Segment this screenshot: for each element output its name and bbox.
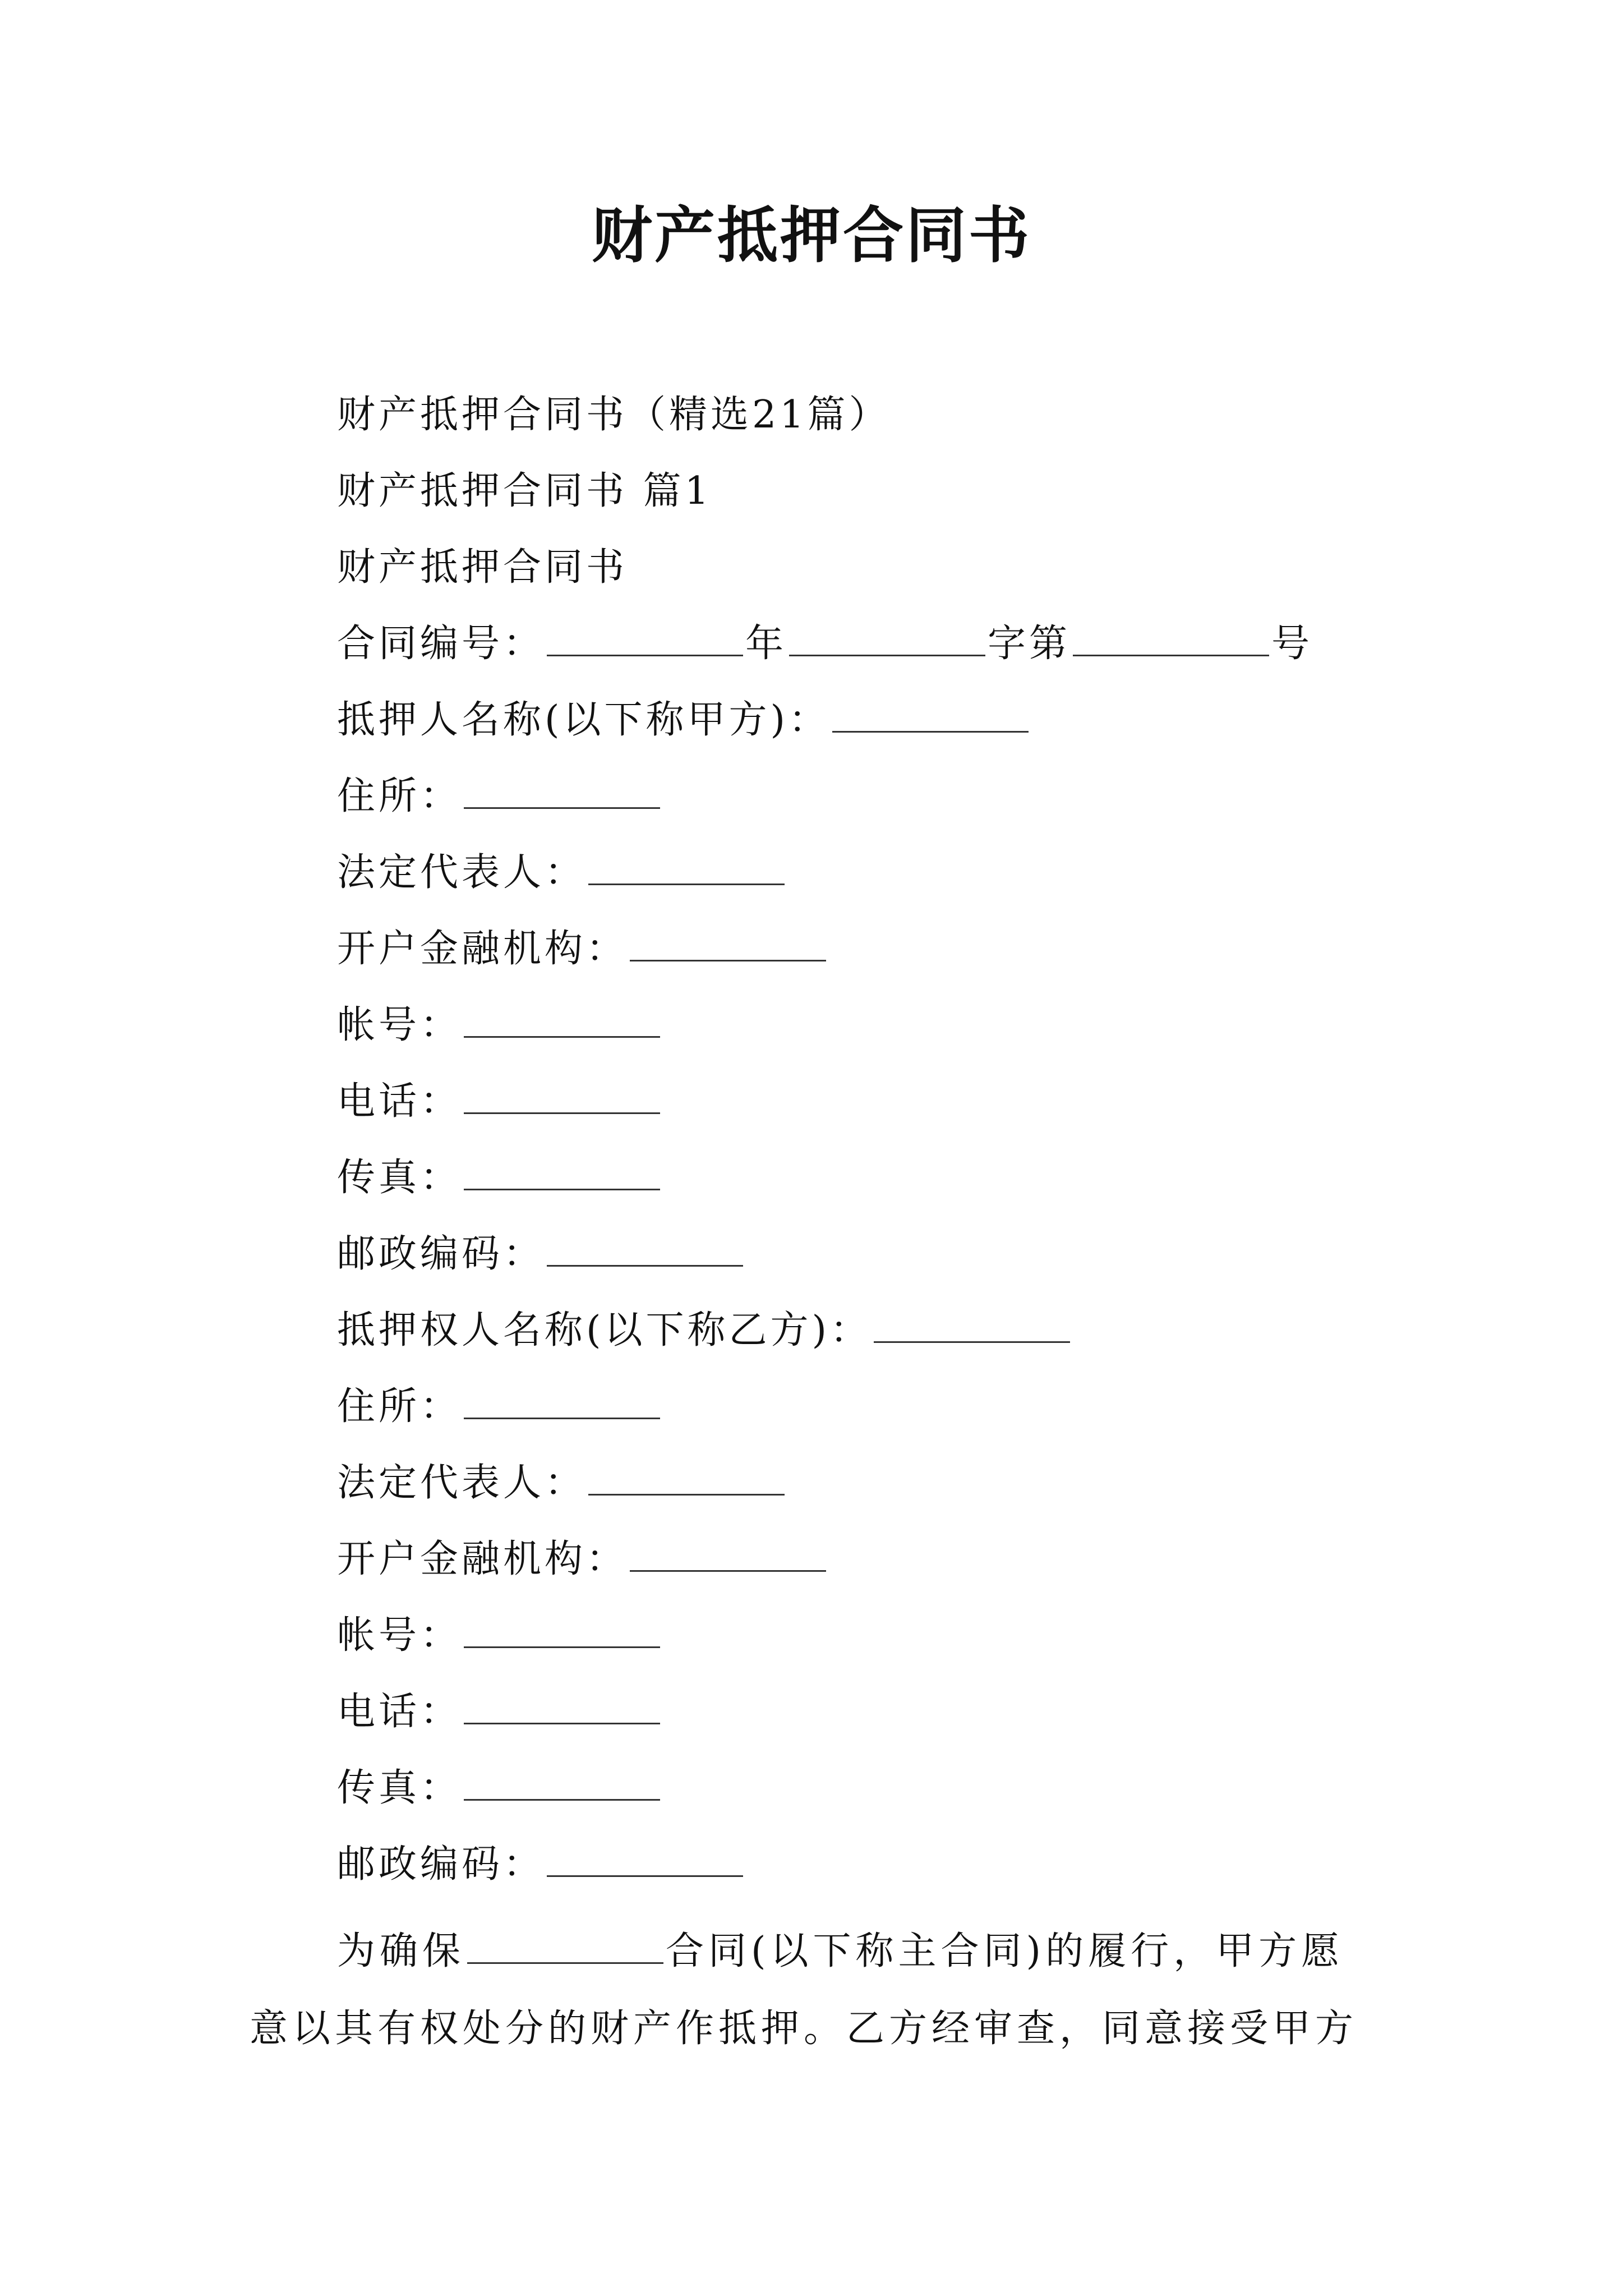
party-a-fax-label: 传真： bbox=[337, 1156, 462, 1200]
party-b-account-blank bbox=[464, 1644, 660, 1648]
party-b-name-label: 抵押权人名称(以下称乙方)： bbox=[337, 1308, 872, 1352]
contract-number-line bbox=[337, 616, 1313, 672]
party-a-bank-line bbox=[337, 921, 828, 977]
party-b-name-blank bbox=[874, 1339, 1070, 1343]
party-b-account-label: 帐号： bbox=[337, 1613, 462, 1658]
body-paragraph bbox=[250, 1913, 1382, 2068]
party-a-postcode-blank bbox=[547, 1263, 743, 1267]
contract-year-label: 年 bbox=[745, 622, 787, 666]
contract-number-blank-2 bbox=[789, 652, 985, 656]
party-b-address-label: 住所： bbox=[337, 1384, 462, 1429]
party-a-address-label: 住所： bbox=[337, 774, 462, 818]
body-part-2: 合同(以下称主合同)的履行，甲方愿意以其有权处分的财产作抵押。乙方经审查，同意接受甲方 bbox=[250, 1929, 1358, 2051]
party-a-address-blank bbox=[464, 805, 660, 809]
party-b-fax-label: 传真： bbox=[337, 1766, 462, 1810]
party-b-rep-label: 法定代表人： bbox=[337, 1461, 587, 1505]
party-a-account-blank bbox=[464, 1034, 660, 1038]
party-b-bank-blank bbox=[630, 1568, 826, 1572]
party-b-postcode-blank bbox=[547, 1873, 743, 1877]
party-a-phone-blank bbox=[464, 1110, 660, 1114]
party-a-bank-blank bbox=[630, 958, 826, 961]
party-a-name-blank bbox=[832, 729, 1029, 733]
party-b-rep-line bbox=[337, 1455, 787, 1511]
party-b-postcode-label: 邮政编码： bbox=[337, 1842, 545, 1887]
section-heading: 财产抵押合同书 篇1 bbox=[337, 469, 712, 513]
contract-hao-label: 号 bbox=[1271, 622, 1313, 666]
document-title: 财产抵押合同书 bbox=[591, 200, 1031, 271]
party-b-postcode-line bbox=[337, 1837, 745, 1893]
contract-number-blank-1 bbox=[547, 652, 743, 656]
party-b-address-line bbox=[337, 1379, 662, 1435]
contract-zidi-label: 字第 bbox=[988, 622, 1071, 666]
party-a-fax-blank bbox=[464, 1186, 660, 1190]
party-b-fax-line bbox=[337, 1760, 662, 1816]
party-b-phone-line bbox=[337, 1684, 662, 1740]
party-b-phone-blank bbox=[464, 1720, 660, 1724]
party-b-address-blank bbox=[464, 1415, 660, 1419]
party-b-name-line bbox=[337, 1303, 1072, 1359]
party-a-name-line bbox=[337, 692, 1031, 748]
party-a-phone-line bbox=[337, 1074, 662, 1130]
main-contract-blank bbox=[467, 1960, 663, 1964]
party-a-name-label: 抵押人名称(以下称甲方)： bbox=[337, 698, 831, 742]
doc-heading: 财产抵押合同书 bbox=[337, 545, 628, 590]
party-b-phone-label: 电话： bbox=[337, 1690, 462, 1734]
party-a-rep-line bbox=[337, 845, 787, 901]
party-a-address-line bbox=[337, 769, 662, 825]
party-b-fax-blank bbox=[464, 1797, 660, 1801]
party-a-bank-label: 开户金融机构： bbox=[337, 927, 628, 971]
party-a-fax-line bbox=[337, 1150, 662, 1206]
subtitle: 财产抵押合同书（精选21篇） bbox=[337, 393, 891, 437]
party-a-phone-label: 电话： bbox=[337, 1079, 462, 1124]
party-a-postcode-line bbox=[337, 1226, 745, 1282]
party-b-bank-line bbox=[337, 1531, 828, 1588]
body-part-1: 为确保 bbox=[337, 1929, 465, 1973]
contract-number-label: 合同编号： bbox=[337, 622, 545, 666]
party-b-rep-blank bbox=[588, 1492, 785, 1496]
party-b-account-line bbox=[337, 1608, 662, 1664]
party-a-account-label: 帐号： bbox=[337, 1003, 462, 1047]
party-a-rep-label: 法定代表人： bbox=[337, 850, 587, 895]
party-b-bank-label: 开户金融机构： bbox=[337, 1537, 628, 1581]
contract-number-blank-3 bbox=[1073, 652, 1269, 656]
party-a-postcode-label: 邮政编码： bbox=[337, 1232, 545, 1276]
party-a-account-line bbox=[337, 997, 662, 1053]
party-a-rep-blank bbox=[588, 881, 785, 885]
